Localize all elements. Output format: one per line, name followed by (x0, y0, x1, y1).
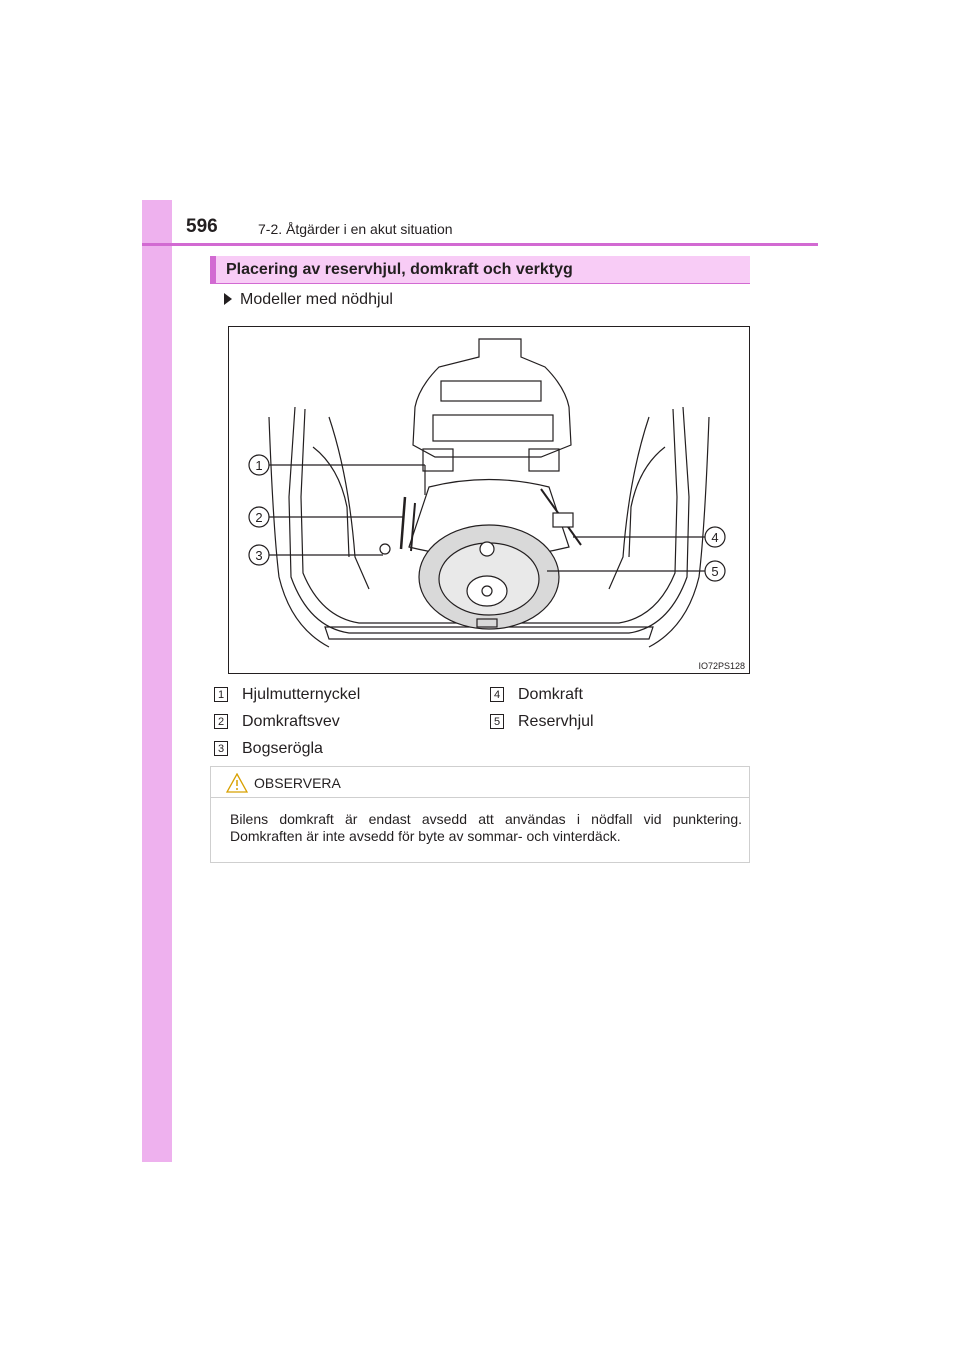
callout-4-label: 4 (711, 530, 719, 545)
legend-number: 2 (214, 714, 228, 729)
notice-header (211, 767, 749, 798)
callout-3-label: 3 (255, 548, 263, 563)
callout-1-label: 1 (255, 458, 263, 473)
title-accent (210, 256, 216, 283)
warning-triangle-icon (226, 773, 248, 793)
subheading-text: Modeller med nödhjul (240, 291, 393, 308)
legend-item-5 (490, 713, 594, 731)
notice-box (210, 766, 750, 863)
legend-label: Domkraftsvev (242, 713, 340, 730)
notice-body: Bilens domkraft är endast avsedd att användas i nödfall vid punktering. Domkraften är inte avsedd för byte av sommar- och vinterdäck. (230, 811, 742, 844)
legend-item-1 (214, 686, 360, 704)
callout-5-label: 5 (711, 564, 719, 579)
figure-code: IO72PS128 (698, 661, 745, 671)
callout-2-label: 2 (255, 510, 263, 525)
callout-markers (229, 327, 749, 673)
legend-item-3 (214, 740, 323, 758)
legend-number: 5 (490, 714, 504, 729)
notice-heading: OBSERVERA (254, 775, 341, 791)
legend-item-2 (214, 713, 340, 731)
triangle-bullet-icon (224, 293, 232, 305)
legend-number: 4 (490, 687, 504, 702)
subheading (224, 291, 393, 309)
legend-number: 1 (214, 687, 228, 702)
legend-number: 3 (214, 741, 228, 756)
legend-label: Reservhjul (518, 713, 594, 730)
side-margin-bar (142, 200, 172, 1162)
header-rule (142, 243, 818, 246)
section-title-bar (210, 256, 750, 284)
legend-label: Bogserögla (242, 740, 323, 757)
page-number: 596 (186, 216, 218, 237)
chapter-title: 7-2. Åtgärder i en akut situation (258, 221, 453, 237)
legend-label: Hjulmutternyckel (242, 686, 361, 703)
legend-item-4 (490, 686, 583, 704)
section-title: Placering av reservhjul, domkraft och verktyg (226, 261, 573, 278)
trunk-illustration (228, 326, 750, 674)
legend-label: Domkraft (518, 686, 583, 703)
